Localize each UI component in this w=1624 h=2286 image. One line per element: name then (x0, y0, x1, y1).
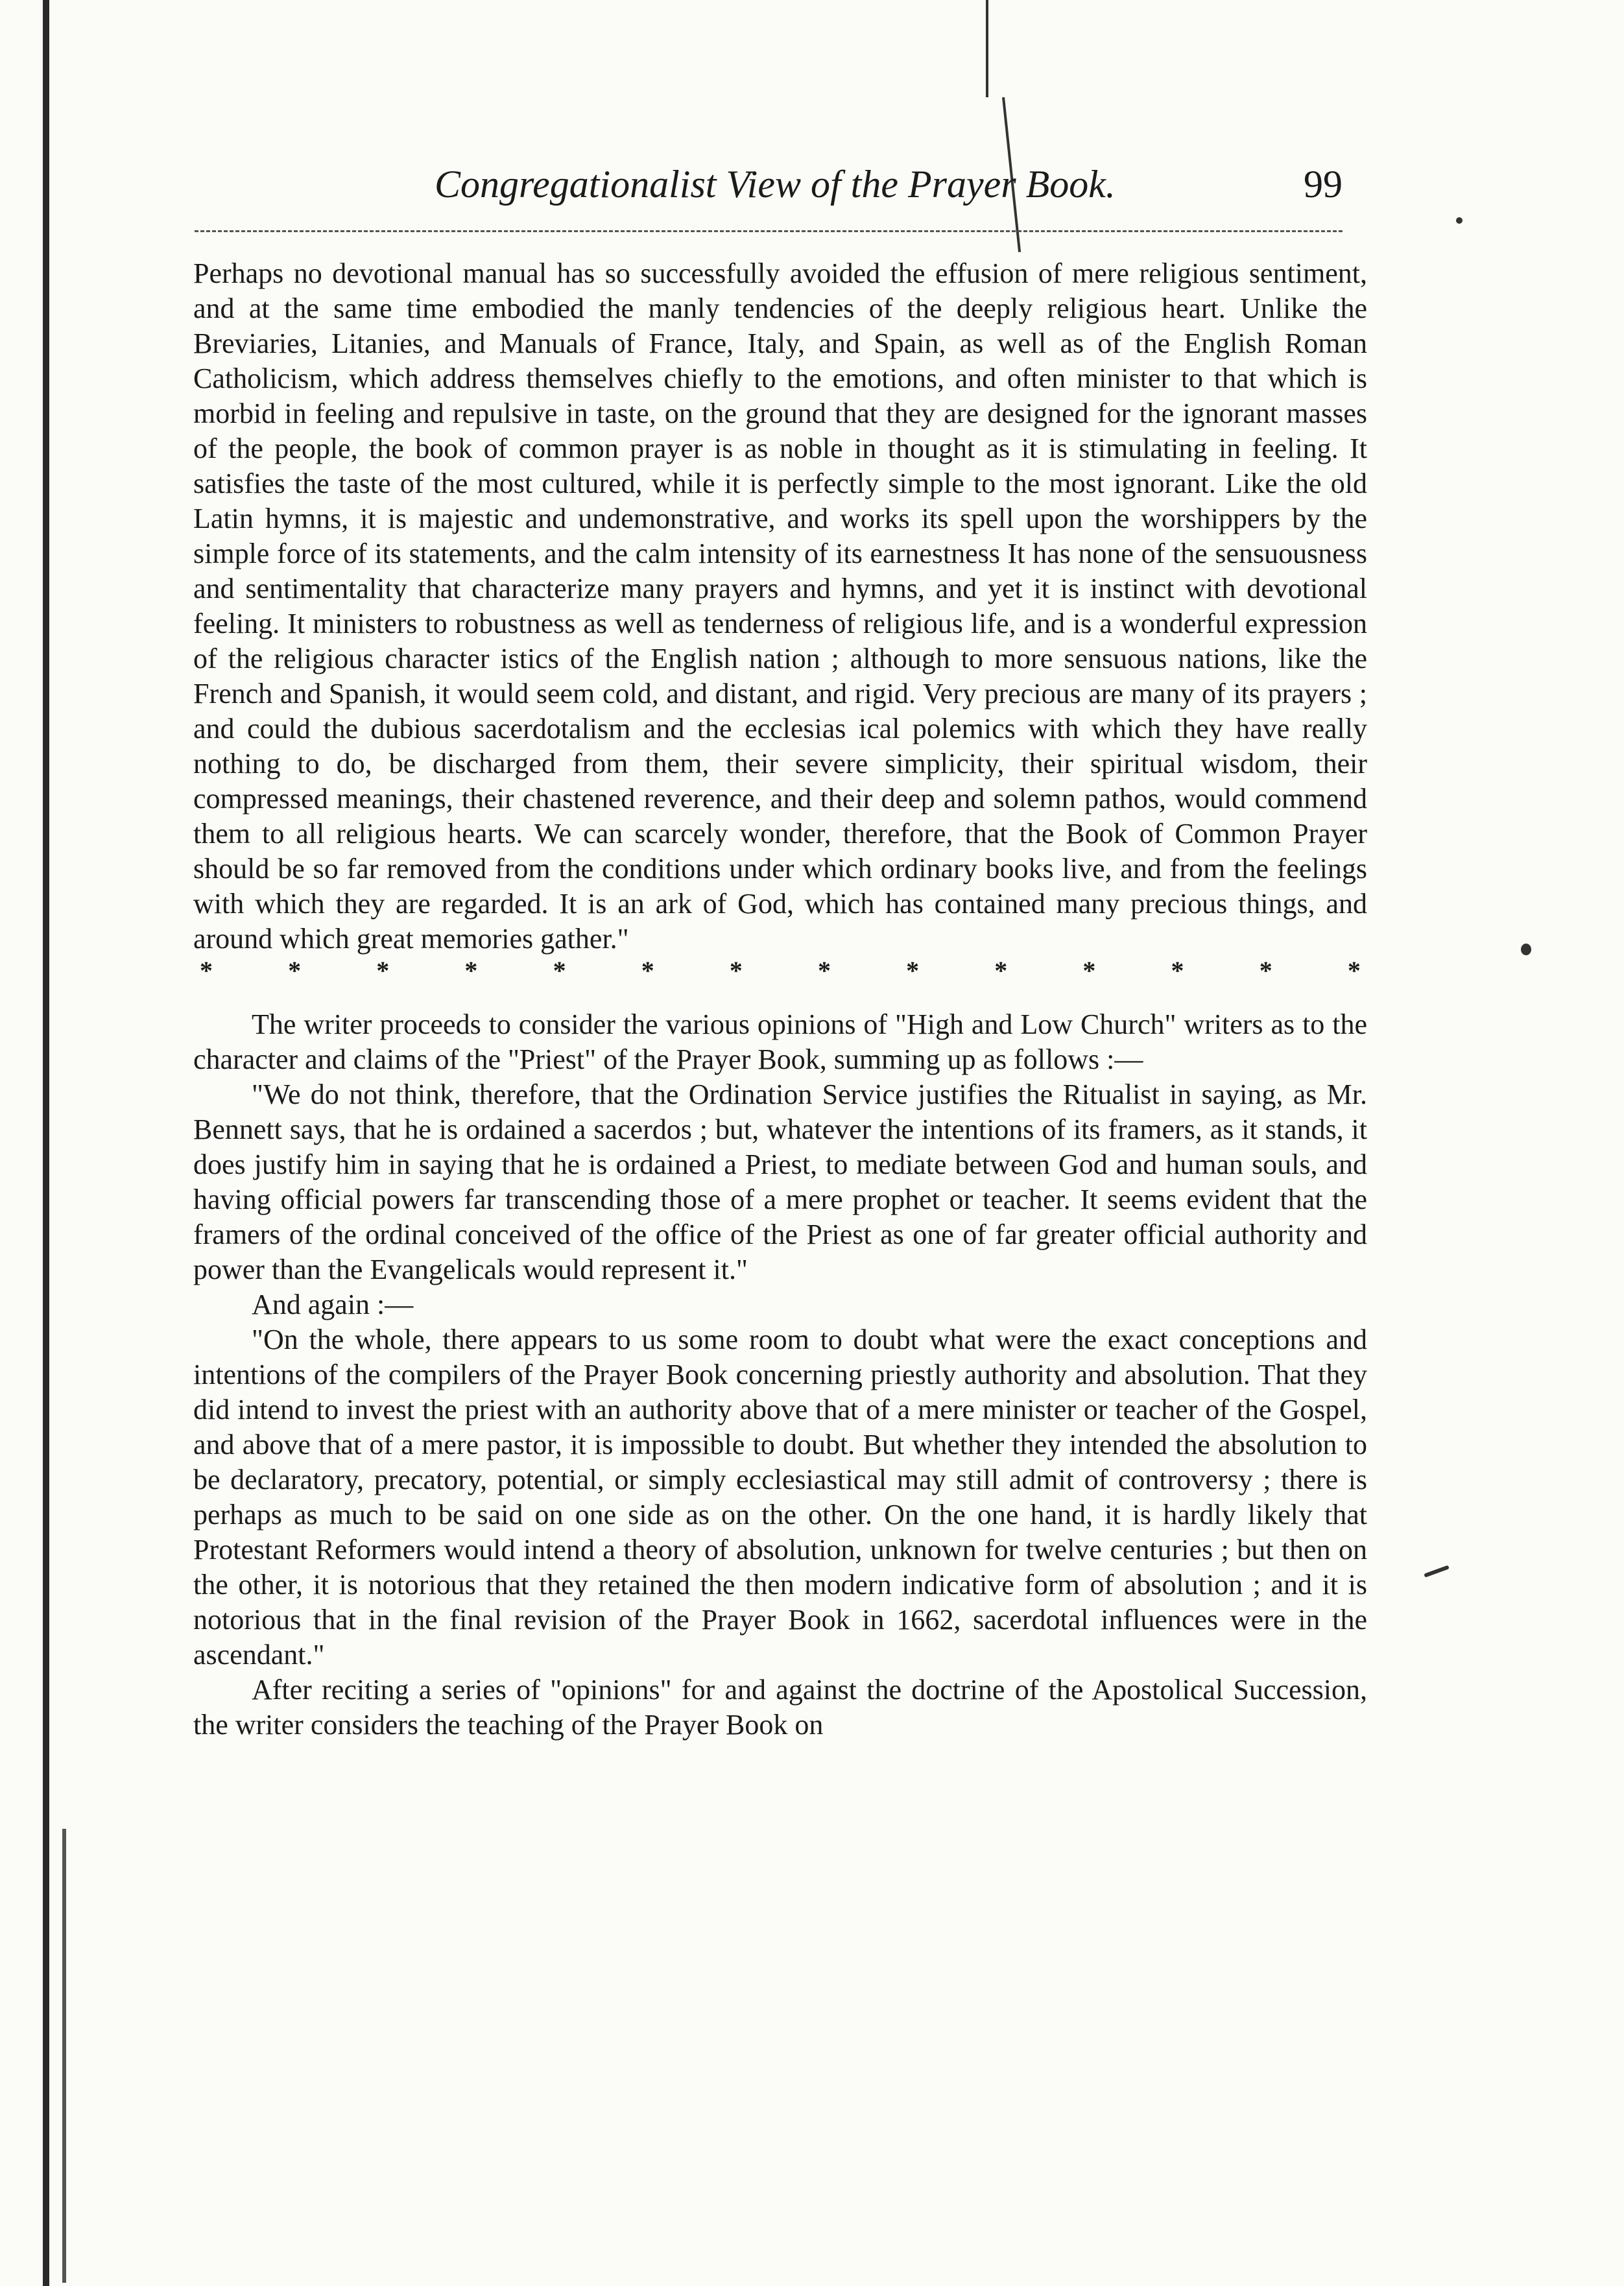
binding-edge (43, 0, 49, 2286)
separator-star: * (200, 956, 213, 985)
section-separator (193, 958, 1367, 984)
separator-star: * (553, 956, 566, 985)
separator-star: * (1171, 956, 1184, 985)
page-header (195, 162, 1343, 214)
paragraph: After reciting a series of "opinions" for and against the doctrine of the Apostolical Succession, the writer considers the teaching of the Prayer Book on (193, 1674, 1367, 1741)
paragraph: The writer proceeds to consider the various opinions of "High and Low Church" writers as to the character and claims of the "Priest" of the Prayer Book, summing up as follows :— (193, 1008, 1367, 1075)
running-title: Congregationalist View of the Prayer Book. (435, 163, 1116, 206)
binding-thread (986, 0, 988, 97)
binding-shadow (62, 1829, 66, 2283)
separator-star: * (641, 956, 654, 985)
header-rule (195, 230, 1343, 232)
separator-star: * (376, 956, 390, 985)
paragraph: "We do not think, therefore, that the Ordination Service justifies the Ritualist in saying, as Mr. Bennett says, that he is ordained a sacerdos ; but, whatever the intentions of its framers, as it stands, it does justify him in saying that he is ordained a Priest, to mediate between God and human souls, and having official powers far transcending those of a mere prophet or teacher. It seems evident that the framers of the ordinal conceived of the office of the Priest as one of far greater official authority and power than the Evangelicals would represent it." (193, 1078, 1367, 1285)
separator-star: * (464, 956, 478, 985)
ink-spot (1521, 944, 1531, 955)
ink-spot (1456, 217, 1463, 224)
page-number: 99 (1304, 163, 1343, 206)
paragraph: Perhaps no devotional manual has so successfully avoided the effusion of mere religious sentiment, and at the same time embodied the manly tendencies of the deeply religious heart. Unlike the Breviaries, Litanies, and Manuals of France, Italy, and Spain, as well as of the English Roman Catholicism, which address themselves chiefly to the emotions, and often minister to that which is morbid in feeling and repulsive in taste, on the ground that they are designed for the ignorant masses of the people, the book of common prayer is as noble in thought as it is stimulating in feeling. It satisfies the taste of the most cultured, while it is perfectly simple to the most ignorant. Like the old Latin hymns, it is majestic and undemonstrative, and works its spell upon the worshippers by the simple force of its statements, and the calm intensity of its earnestness It has none of the sensuousness and sentimentality that characterize many prayers and hymns, and yet it is instinct with devotional feeling. It ministers to robustness as well as tenderness of religious life, and is a wonderful expression of the religious character istics of the English nation ; although to more sensuous nations, like the French and Spanish, it would seem cold, and distant, and rigid. Very precious are many of its prayers ; and could the dubious sacerdotalism and the ecclesias ical polemics with which they have really nothing to do, be discharged from them, their severe simplicity, their spiritual wisdom, their compressed meanings, their chastened reverence, and their deep and solemn pathos, would commend them to all religious hearts. We can scarcely wonder, therefore, that the Book of Common Prayer should be so far removed from the conditions under which ordinary books live, and from the feelings with which they are regarded. It is an ark of God, which has contained many precious things, and around which great memories gather." (193, 257, 1367, 955)
separator-star: * (1082, 956, 1096, 985)
separator-star: * (288, 956, 302, 985)
separator-star: * (729, 956, 743, 985)
ink-mark (1424, 1565, 1450, 1577)
paragraph: And again :— (252, 1289, 414, 1320)
page-body (193, 256, 1367, 1743)
separator-star: * (1259, 956, 1272, 985)
separator-star: * (906, 956, 920, 985)
separator-star: * (994, 956, 1008, 985)
paragraph: "On the whole, there appears to us some room to doubt what were the exact conceptions and intentions of the compilers of the Prayer Book concerning priestly authority and absolution. That they did intend to invest the priest with an authority above that of a mere minister or teacher of the Gospel, and above that of a mere pastor, it is impossible to doubt. But whether they intended the absolution to be declaratory, precatory, potential, or simply ecclesiastical may still admit of controversy ; there is perhaps as much to be said on one side as on the other. On the one hand, it is hardly likely that Protestant Reformers would intend a theory of absolution, unknown for twelve centuries ; but then on the other, it is notorious that they retained the then modern indicative form of absolution ; and it is notorious that in the final revision of the Prayer Book in 1662, sacerdotal influences were in the ascendant." (193, 1324, 1367, 1671)
separator-star: * (1347, 956, 1361, 985)
separator-star: * (817, 956, 831, 985)
